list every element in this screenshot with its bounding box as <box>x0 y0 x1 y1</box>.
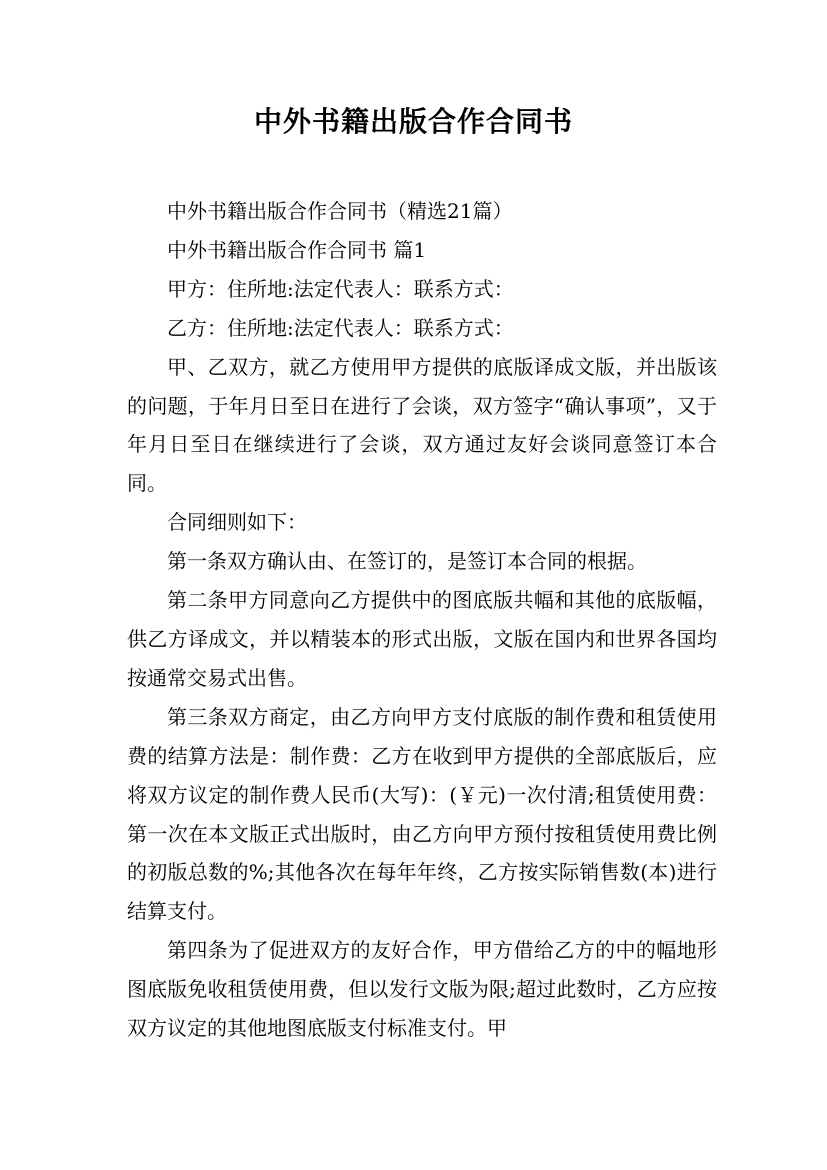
paragraph-article-2: 第二条甲方同意向乙方提供中的图底版共幅和其他的底版幅，供乙方译成文，并以精装本的形式出版，文版在国内和世界各国均按通常交易式出售。 <box>127 588 717 690</box>
paragraph-party-b: 乙方：住所地:法定代表人：联系方式： <box>167 315 514 340</box>
document-body <box>127 192 717 1048</box>
paragraph-preamble: 甲、乙双方，就乙方使用甲方提供的底版译成文版，并出版该的问题，于年月日至日在进行了会谈，双方签字“确认事项”，又于年月日至日在继续进行了会谈，双方通过友好会谈同意签订本合同。 <box>127 354 717 496</box>
paragraph-article-1: 第一条双方确认由、在签订的，是签订本合同的根据。 <box>167 549 647 574</box>
paragraph-party-a: 甲方：住所地:法定代表人：联系方式： <box>167 276 514 301</box>
paragraph-details-intro: 合同细则如下： <box>167 510 307 535</box>
paragraph-chapter-heading: 中外书籍出版合作合同书 篇1 <box>167 237 427 262</box>
paragraph-article-3: 第三条双方商定，由乙方向甲方支付底版的制作费和租赁使用费的结算方法是：制作费：乙方在收到甲方提供的全部底版后，应将双方议定的制作费人民币(大写)：(￥元)一次付清;租赁使用费：第一次在本文版正式出版时，由乙方向甲方预付按租赁使用费比例的初版总数的%;其他各次在每年年终，乙方按实际销售数(本)进行结算支付。 <box>127 704 717 924</box>
document-title: 中外书籍出版合作合同书 <box>253 105 573 138</box>
paragraph-article-4: 第四条为了促进双方的友好合作，甲方借给乙方的中的幅地形图底版免收租赁使用费，但以发行文版为限;超过此数时，乙方应按双方议定的其他地图底版支付标准支付。甲 <box>127 938 717 1041</box>
paragraph-collection-title: 中外书籍出版合作合同书（精选21篇） <box>167 199 513 223</box>
